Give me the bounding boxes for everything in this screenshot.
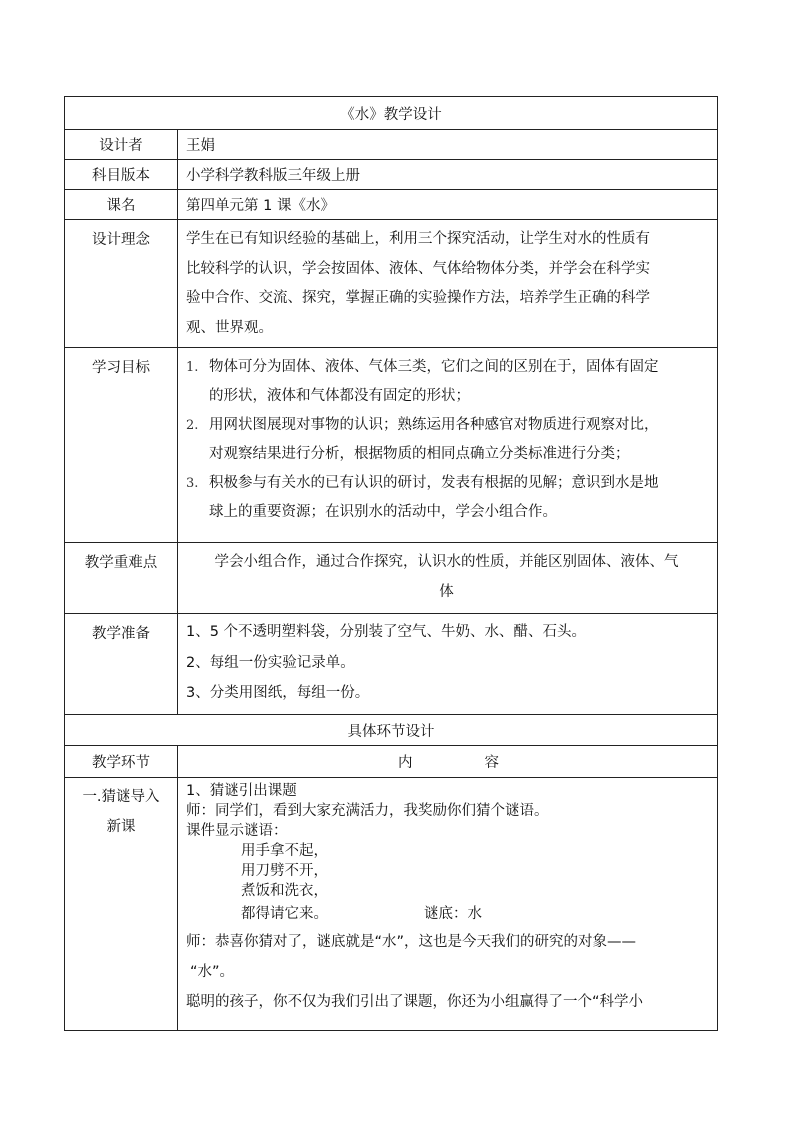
riddle-line: 用手拿不起， <box>241 843 328 859</box>
prep-label: 教学准备 <box>65 614 178 715</box>
prep-content <box>178 614 718 715</box>
designer-value: 王娟 <box>178 130 718 160</box>
stage-header-label: 教学环节 <box>65 746 178 778</box>
teacher-line: 师：同学们，看到大家充满活力，我奖励你们猜个谜语。 <box>186 803 549 819</box>
lesson-value: 第四单元第 1 课《水》 <box>178 190 718 220</box>
courseware-line: 课件显示谜语： <box>186 823 288 839</box>
keypoints-row <box>65 543 718 614</box>
edition-value: 小学科学教科版三年级上册 <box>178 160 718 190</box>
title-row <box>65 97 718 130</box>
stage-header-row <box>65 746 718 778</box>
keypoints-label: 教学重难点 <box>65 543 178 614</box>
stage1-label-line: 一.猜谜导入 <box>82 789 160 805</box>
teacher-line: 师：恭喜你猜对了，谜底就是“水”，这也是今天我们的研究的对象—— <box>186 934 637 950</box>
section-title-row <box>65 715 718 746</box>
goal-line: 积极参与有关水的已有认识的研讨，发表有根据的见解；意识到水是地 <box>209 475 659 491</box>
riddle-line: 都得请它来。 <box>241 906 328 922</box>
stage1-content <box>178 778 718 1031</box>
stage1-label <box>65 778 178 1031</box>
designer-row <box>65 130 718 160</box>
stage-header-content-b: 容 <box>484 755 499 771</box>
goal-line: 球上的重要资源；在识别水的活动中，学会小组合作。 <box>209 504 557 520</box>
goal-line: 物体可分为固体、液体、气体三类，它们之间的区别在于，固体有固定 <box>209 359 659 375</box>
prep-line: 3、分类用图纸，每组一份。 <box>186 685 370 701</box>
praise-line: 聪明的孩子，你不仅为我们引出了课题，你还为小组赢得了一个“科学小 <box>186 994 644 1010</box>
lesson-row <box>65 190 718 220</box>
idea-row <box>65 220 718 348</box>
goal-number: 3. <box>186 476 199 491</box>
lesson-label: 课名 <box>65 190 178 220</box>
goal-line: 的形状，液体和气体都没有固定的形状； <box>209 388 470 404</box>
idea-line: 比较科学的认识，学会按固体、液体、气体给物体分类，并学会在科学实 <box>186 260 650 277</box>
stage1-row <box>65 778 718 1031</box>
stage1-heading: 1、猜谜引出课题 <box>186 783 297 799</box>
goal-number: 1. <box>186 360 199 375</box>
riddle-answer: 谜底：水 <box>424 906 482 922</box>
goal-line: 用网状图展现对事物的认识；熟练运用各种感官对物质进行观察对比， <box>209 417 659 433</box>
goal-number: 2. <box>186 418 199 433</box>
riddle-last-row <box>186 901 711 927</box>
lesson-plan-table <box>64 96 718 1031</box>
goal-item <box>186 411 711 469</box>
idea-content <box>178 220 718 348</box>
stage-header-content <box>178 746 718 778</box>
prep-line: 1、5 个不透明塑料袋，分别装了空气、牛奶、水、醋、石头。 <box>186 624 587 640</box>
prep-row <box>65 614 718 715</box>
goals-row <box>65 348 718 543</box>
riddle-line: 煮饭和洗衣， <box>241 883 328 899</box>
goals-label: 学习目标 <box>65 348 178 543</box>
keypoints-line: 体 <box>439 584 454 600</box>
goal-item <box>186 353 711 411</box>
edition-row <box>65 160 718 190</box>
section-title: 具体环节设计 <box>65 715 718 746</box>
riddle-line: 用刀劈不开， <box>241 863 328 879</box>
designer-label: 设计者 <box>65 130 178 160</box>
keypoints-content <box>178 543 718 614</box>
goal-item <box>186 469 711 527</box>
idea-line: 观、世界观。 <box>186 319 273 336</box>
prep-line: 2、每组一份实验记录单。 <box>186 654 355 671</box>
edition-label: 科目版本 <box>65 160 178 190</box>
stage1-label-line: 新课 <box>106 819 136 835</box>
idea-line: 验中合作、交流、探究，掌握正确的实验操作方法，培养学生正确的科学 <box>186 290 650 306</box>
goals-list <box>186 348 711 527</box>
teacher-line: “水”。 <box>190 964 235 980</box>
goals-content <box>178 348 718 543</box>
goal-line: 对观察结果进行分析，根据物质的相同点确立分类标准进行分类； <box>209 446 630 462</box>
idea-label: 设计理念 <box>65 220 178 348</box>
idea-line: 学生在已有知识经验的基础上，利用三个探究活动，让学生对水的性质有 <box>186 231 650 247</box>
keypoints-line: 学会小组合作，通过合作探究，认识水的性质，并能区别固体、液体、气 <box>214 554 679 570</box>
stage-header-content-a: 内 <box>398 755 413 771</box>
document-title: 《水》教学设计 <box>65 97 718 130</box>
